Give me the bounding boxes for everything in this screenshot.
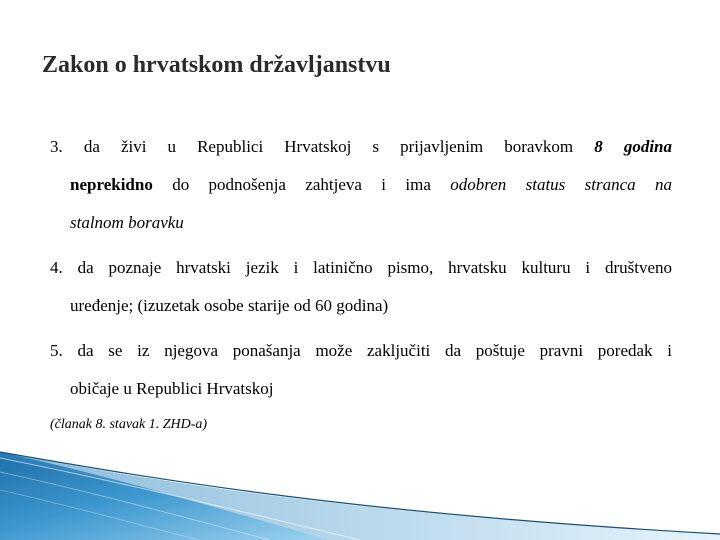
list-item-3-text: da živi u Republici Hrvatskoj s prijavljenim boravkom [83,137,574,156]
list-item-4-line-1 [50,249,672,287]
list-item-3-emphasis: 8 godina [594,137,673,156]
list-item-4 [50,249,672,325]
list-item-3 [50,128,672,242]
list-item-4-text-2: uređenje; (izuzetak osobe starije od 60 godina) [70,296,389,315]
list-item-5-line-2 [50,370,672,408]
list-item-5-number: 5. [50,341,63,360]
list-item-4-line-2 [50,287,672,325]
decorative-wave-graphic [0,450,720,540]
list-item-5-text-2: običaje u Republici Hrvatskoj [70,379,274,398]
list-item-3-italic-2: stalnom boravku [70,213,184,232]
slide-title: Zakon o hrvatskom državljanstvu [42,52,391,78]
list-item-3-line-1 [50,128,672,166]
list-item-5-line-1 [50,332,672,370]
list-item-4-text: da poznaje hrvatski jezik i latinično pismo, hrvatsku kulturu i društveno [77,258,672,277]
list-item-3-bold: neprekidno [70,175,153,194]
list-item-3-line-3 [50,204,672,242]
list-item-5-text: da se iz njegova ponašanja može zaključiti da poštuje pravni poredak i [77,341,673,360]
list-item-4-number: 4. [50,258,63,277]
list-item-3-text-2: do podnošenja zahtjeva i ima [172,175,431,194]
list-item-3-line-2 [50,166,672,204]
list-item-3-italic: odobren status stranca na [450,175,672,194]
list-item-3-number: 3. [50,137,63,156]
conditions-list [50,128,672,435]
list-item-5 [50,332,672,408]
law-citation: (članak 8. stavak 1. ZHD-a) [50,417,208,432]
